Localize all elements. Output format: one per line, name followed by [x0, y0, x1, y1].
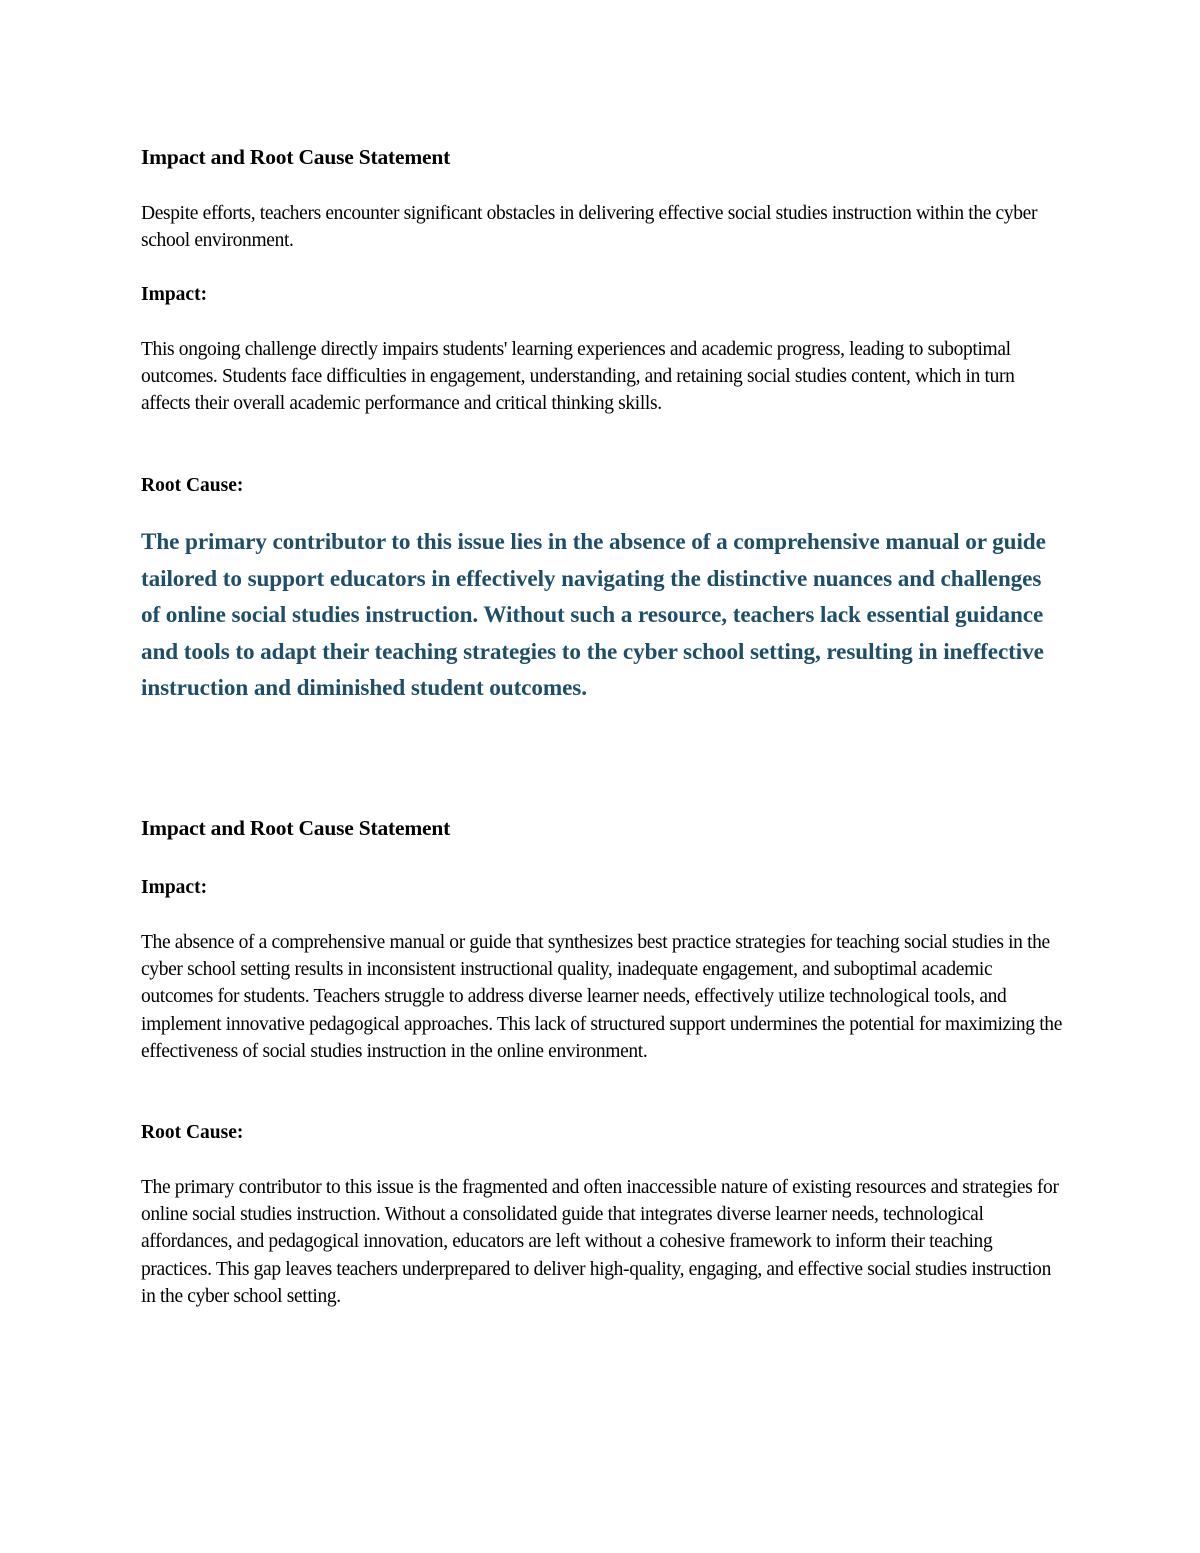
section-1-intro-block: [141, 200, 1066, 254]
section-1-intro: Despite efforts, teachers encounter significant obstacles in delivering effective social studies instruction within the cyber school environment.: [141, 203, 1038, 252]
section-1-impact-heading-block: [141, 282, 1066, 308]
section-1-impact-heading: Impact:: [141, 284, 208, 305]
section-1-root-heading: Root Cause:: [141, 475, 244, 496]
section-2-impact-heading-block: [141, 875, 1066, 901]
section-1-impact-block: [141, 336, 1066, 418]
section-2-impact-heading: Impact:: [141, 877, 208, 898]
section-1-impact-text: This ongoing challenge directly impairs students' learning experiences and academic progress, leading to suboptimal outcomes. Students face difficulties in engagement, understanding, and retaining social studies content, which in turn affects their overall academic performance and critical thinking skills.: [141, 339, 1015, 415]
section-1-title: Impact and Root Cause Statement: [141, 145, 451, 169]
section-2-root-heading-block: [141, 1120, 1066, 1146]
section-2-impact-block: [141, 929, 1066, 1065]
section-2: [141, 814, 1066, 842]
section-1: [141, 143, 1066, 171]
section-1-root-text: The primary contributor to this issue lies in the absence of a comprehensive manual or guide tailored to support educators in effectively navigating the distinctive nuances and challenges of online social studies instruction. Without such a resource, teachers lack essential guidance and tools to adapt their teaching strategies to the cyber school setting, resulting in ineffective instruction and diminished student outcomes.: [141, 529, 1046, 702]
section-2-root-text: The primary contributor to this issue is the fragmented and often inaccessible nature of existing resources and strategies for online social studies instruction. Without a consolidated guide that integrates diverse learner needs, technological affordances, and pedagogical innovation, educators are left without a cohesive framework to inform their teaching practices. This gap leaves teachers underprepared to deliver high-quality, engaging, and effective social studies instruction in the cyber school setting.: [141, 1177, 1059, 1307]
section-2-root-block: [141, 1174, 1066, 1310]
section-2-root-heading: Root Cause:: [141, 1122, 244, 1143]
section-1-root-block: [141, 524, 1066, 707]
section-2-impact-text: The absence of a comprehensive manual or guide that synthesizes best practice strategies for teaching social studies in the cyber school setting results in inconsistent instructional quality, inadequate engagement, and suboptimal academic outcomes for students. Teachers struggle to address diverse learner needs, effectively utilize technological tools, and implement innovative pedagogical approaches. This lack of structured support undermines the potential for maximizing the effectiveness of social studies instruction in the online environment.: [141, 932, 1062, 1062]
section-2-title: Impact and Root Cause Statement: [141, 816, 451, 840]
section-1-root-heading-block: [141, 473, 1066, 499]
